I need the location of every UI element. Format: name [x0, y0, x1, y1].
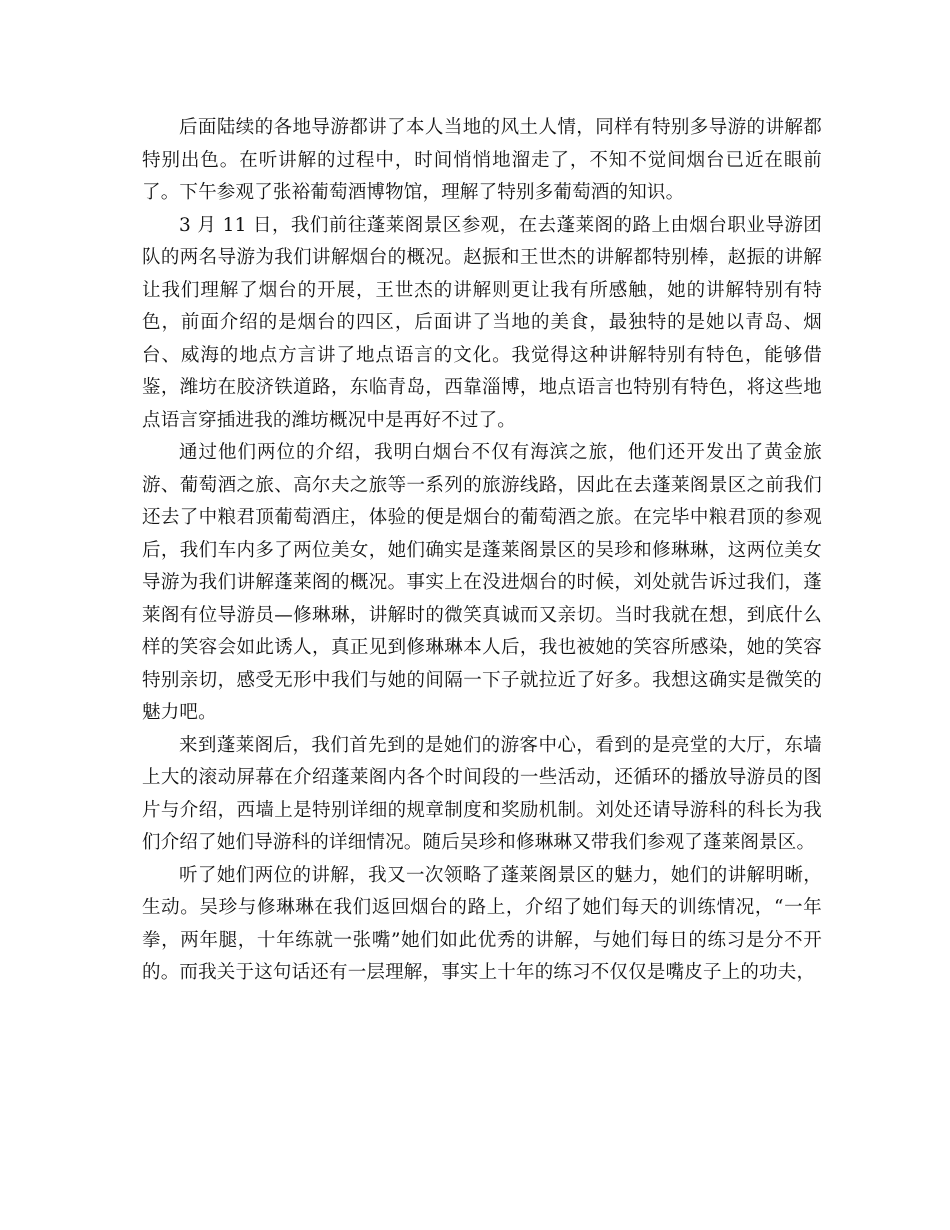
- document-body: [142, 112, 822, 990]
- paragraph-4: 来到蓬莱阁后，我们首先到的是她们的游客中心，看到的是亮堂的大厅，东墙上大的滚动屏幕在介绍蓬莱阁内各个时间段的一些活动，还循环的播放导游员的图片与介绍，西墙上是特别详细的规章制度和奖励机制。刘处还请导游科的科长为我们介绍了她们导游科的详细情况。随后吴珍和修琳琳又带我们参观了蓬莱阁景区。: [142, 734, 822, 853]
- paragraph-2: 3 月 11 日，我们前往蓬莱阁景区参观，在去蓬莱阁的路上由烟台职业导游团队的两名导游为我们讲解烟台的概况。赵振和王世杰的讲解都特别棒，赵振的讲解让我们理解了烟台的开展，王世杰的讲解则更让我有所感触，她的讲解特别有特色，前面介绍的是烟台的四区，后面讲了当地的美食，最独特的是她以青岛、烟台、威海的地点方言讲了地点语言的文化。我觉得这种讲解特别有特色，能够借鉴，潍坊在胶济铁道路，东临青岛，西靠淄博，地点语言也特别有特色，将这些地点语言穿插进我的潍坊概况中是再好不过了。: [142, 214, 822, 431]
- paragraph-3: 通过他们两位的介绍，我明白烟台不仅有海滨之旅，他们还开发出了黄金旅游、葡萄酒之旅、高尔夫之旅等一系列的旅游线路，因此在去蓬莱阁景区之前我们还去了中粮君顶葡萄酒庄，体验的便是烟台的葡萄酒之旅。在完毕中粮君顶的参观后，我们车内多了两位美女，她们确实是蓬莱阁景区的吴珍和修琳琳，这两位美女导游为我们讲解蓬莱阁的概况。事实上在没进烟台的时候，刘处就告诉过我们，蓬莱阁有位导游员—修琳琳，讲解时的微笑真诚而又亲切。当时我就在想，到底什么样的笑容会如此诱人，真正见到修琳琳本人后，我也被她的笑容所感染，她的笑容特别亲切，感受无形中我们与她的间隔一下子就拉近了好多。我想这确实是微笑的魅力吧。: [142, 442, 822, 723]
- paragraph-5: 听了她们两位的讲解，我又一次领略了蓬莱阁景区的魅力，她们的讲解明晰，生动。吴珍与修琳琳在我们返回烟台的路上，介绍了她们每天的训练情况，“一年拳，两年腿，十年练就一张嘴”她们如此优秀的讲解，与她们每日的练习是分不开的。而我关于这句话还有一层理解，事实上十年的练习不仅仅是嘴皮子上的功夫，: [142, 864, 822, 983]
- paragraph-1: 后面陆续的各地导游都讲了本人当地的风土人情，同样有特别多导游的讲解都特别出色。在听讲解的过程中，时间悄悄地溜走了，不知不觉间烟台已近在眼前了。下午参观了张裕葡萄酒博物馆，理解了特别多葡萄酒的知识。: [142, 117, 822, 203]
